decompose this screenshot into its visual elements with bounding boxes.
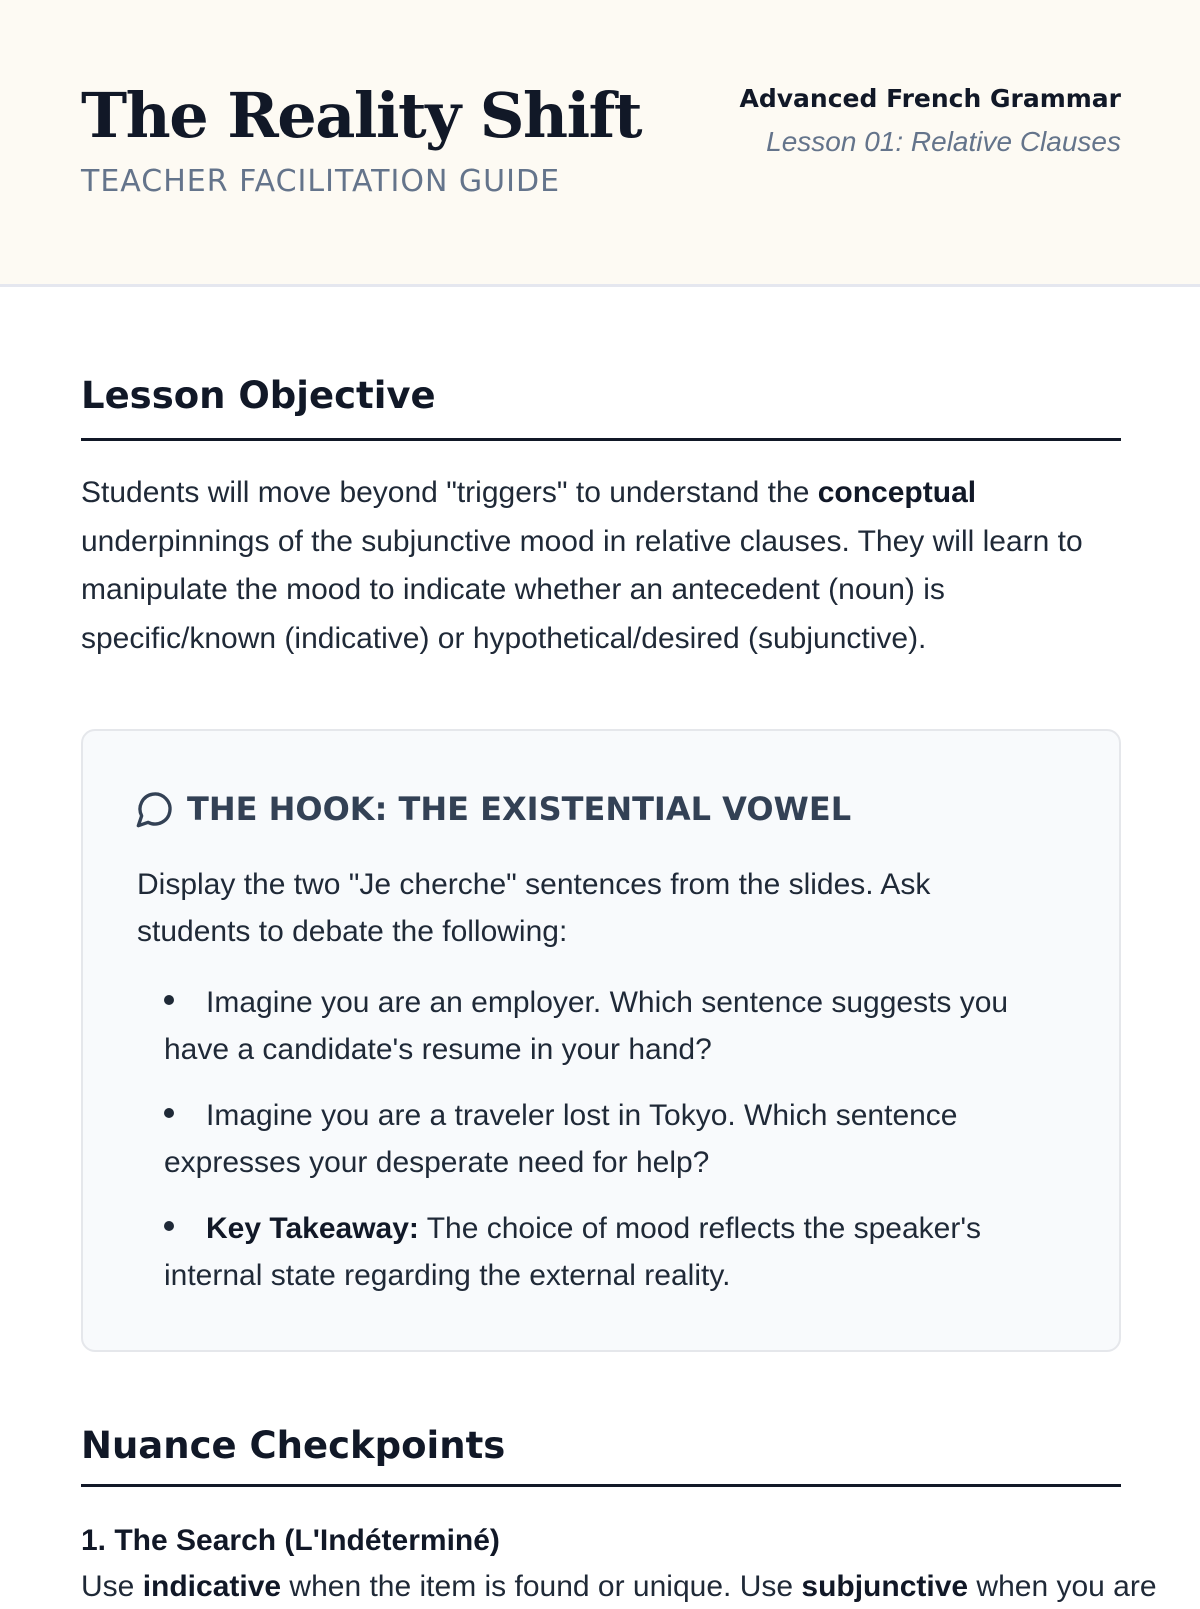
checkpoint-title: 1. The Search (L'Indéterminé) [81,1524,500,1557]
list-item-text: The choice of mood reflects the speaker's internal state regarding the external reality. [164,1212,982,1292]
page-title: The Reality Shift [81,79,641,152]
bullet-icon [164,995,174,1005]
key-takeaway-label: Key Takeaway: [206,1212,419,1245]
checkpoint-text-part: Use [81,1570,143,1603]
checkpoint-bold-subjunctive: subjunctive [801,1570,969,1603]
hook-bullet-list [164,979,1064,1318]
checkpoint-text [81,1565,1157,1609]
hook-intro: Display the two "Je cherche" sentences from the slides. Ask students to debate the following: [137,868,931,948]
objective-bold-term: conceptual [817,476,977,509]
lesson-reference: Lesson 01: Relative Clauses [766,126,1121,157]
list-item [164,1092,1064,1186]
list-item [164,1205,1064,1299]
checkpoint-bold-indicative: indicative [142,1570,282,1603]
objective-text-end: underpinnings of the subjunctive mood in relative clauses. They will learn to manipulate the mood to indicate whether an antecedent (noun) is specific/known (indicative) or hypothetical/desired (subjunctive). [81,524,1083,655]
objective-text-start: Students will move beyond "triggers" to understand the [81,476,818,509]
speech-bubble-icon [135,789,175,829]
hook-callout [81,729,1121,1352]
lesson-objective-text [81,469,1121,663]
list-item [164,979,1064,1073]
hook-title: THE HOOK: THE EXISTENTIAL VOWEL [187,790,852,828]
list-item-text: Imagine you are an employer. Which sentence suggests you have a candidate's resume in your hand? [164,986,1009,1066]
course-name: Advanced French Grammar [739,84,1121,113]
checkpoint-text-part: when the item is found or unique. Use [281,1570,802,1603]
bullet-icon [164,1221,174,1231]
bullet-icon [164,1108,174,1118]
lesson-objective-heading: Lesson Objective [81,371,1121,441]
page-subtitle: TEACHER FACILITATION GUIDE [81,164,561,199]
nuance-checkpoints-heading: Nuance Checkpoints [81,1421,1121,1487]
document-header [0,0,1200,287]
list-item-text: Imagine you are a traveler lost in Tokyo. Which sentence expresses your desperate need for help? [164,1099,958,1179]
hook-title-row [135,787,851,831]
checkpoint-text-part: when you are [968,1570,1157,1603]
